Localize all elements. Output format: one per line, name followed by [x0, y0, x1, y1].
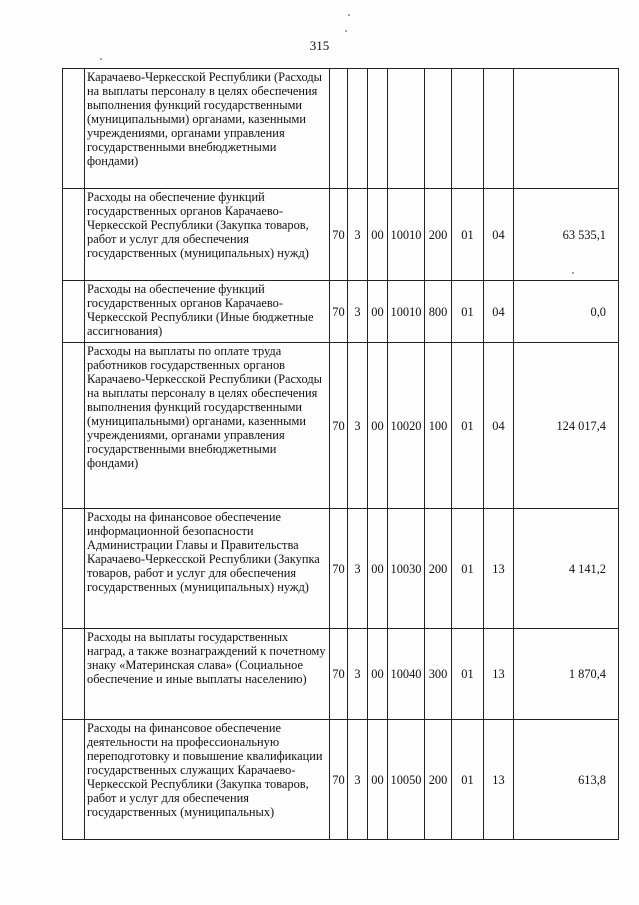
code-cell: 00 [368, 189, 388, 281]
amount-cell: 124 017,4 [514, 343, 619, 509]
code-cell: 3 [348, 343, 368, 509]
code-cell: 70 [330, 720, 348, 840]
blank-cell [63, 629, 85, 720]
code-cell [330, 69, 348, 189]
budget-table [62, 68, 619, 840]
expense-name-cell: Расходы на выплаты государственных наград, а также вознаграждений к почетному знаку «Материнская слава» (Социальное обеспечение и иные выплаты населению) [85, 629, 330, 720]
expense-name-cell: Расходы на финансовое обеспечение информационной безопасности Администрации Главы и Правительства Карачаево-Черкесской Республики (Закупка товаров, работ и услуг для обеспечения государственных (муниципальных) нужд) [85, 509, 330, 629]
amount-cell: 4 141,2 [514, 509, 619, 629]
code-cell: 00 [368, 509, 388, 629]
code-cell [425, 69, 452, 189]
code-cell: 800 [425, 281, 452, 343]
code-cell: 70 [330, 509, 348, 629]
code-cell: 04 [484, 343, 514, 509]
blank-cell [63, 189, 85, 281]
code-cell: 3 [348, 281, 368, 343]
code-cell: 70 [330, 189, 348, 281]
page-number: 315 [309, 38, 330, 53]
code-cell: 3 [348, 629, 368, 720]
code-cell [452, 69, 484, 189]
code-cell: 13 [484, 720, 514, 840]
scan-speck [345, 30, 347, 32]
expense-name-cell: Расходы на обеспечение функций государственных органов Карачаево-Черкесской Республики (Иные бюджетные ассигнования) [85, 281, 330, 343]
code-cell: 300 [425, 629, 452, 720]
code-cell: 200 [425, 189, 452, 281]
code-cell: 01 [452, 343, 484, 509]
blank-cell [63, 720, 85, 840]
amount-cell: 0,0 [514, 281, 619, 343]
blank-cell [63, 509, 85, 629]
code-cell: 01 [452, 629, 484, 720]
table-row [63, 189, 619, 281]
code-cell: 00 [368, 720, 388, 840]
code-cell: 13 [484, 629, 514, 720]
code-cell: 10020 [388, 343, 425, 509]
table-row [63, 69, 619, 189]
code-cell: 10010 [388, 189, 425, 281]
code-cell: 70 [330, 629, 348, 720]
code-cell: 3 [348, 720, 368, 840]
code-cell: 04 [484, 189, 514, 281]
code-cell: 3 [348, 189, 368, 281]
amount-cell: 1 870,4 [514, 629, 619, 720]
code-cell [368, 69, 388, 189]
code-cell: 100 [425, 343, 452, 509]
expense-name-cell: Расходы на финансовое обеспечение деятельности на профессиональную переподготовку и повышение квалификации государственных служащих Карачаево-Черкесской Республики (Закупка товаров, работ и услуг для обеспечения государственных (муниципальных) [85, 720, 330, 840]
amount-cell [514, 69, 619, 189]
expense-name-cell: Карачаево-Черкесской Республики (Расходы на выплаты персоналу в целях обеспечения выполнения функций государственными (муниципальными) органами, казенными учреждениями, органами управления государственными внебюджетными фондами) [85, 69, 330, 189]
expense-name-cell: Расходы на выплаты по оплате труда работников государственных органов Карачаево-Черкесской Республики (Расходы на выплаты персоналу в целях обеспечения выполнения функций государственными (муниципальными) органами, казенными учреждениями, органами управления государственными внебюджетными фондами) [85, 343, 330, 509]
code-cell: 01 [452, 509, 484, 629]
code-cell: 3 [348, 509, 368, 629]
code-cell: 200 [425, 720, 452, 840]
table-row [63, 509, 619, 629]
code-cell: 200 [425, 509, 452, 629]
amount-cell: 63 535,1 [514, 189, 619, 281]
code-cell: 04 [484, 281, 514, 343]
table-row [63, 343, 619, 509]
code-cell: 70 [330, 281, 348, 343]
code-cell: 70 [330, 343, 348, 509]
expense-name-cell: Расходы на обеспечение функций государственных органов Карачаево-Черкесской Республики (Закупка товаров, работ и услуг для обеспечения государственных (муниципальных) нужд) [85, 189, 330, 281]
blank-cell [63, 69, 85, 189]
code-cell: 00 [368, 629, 388, 720]
scan-speck [348, 14, 350, 16]
code-cell [388, 69, 425, 189]
code-cell [348, 69, 368, 189]
blank-cell [63, 343, 85, 509]
code-cell: 10010 [388, 281, 425, 343]
table-row [63, 720, 619, 840]
amount-cell: 613,8 [514, 720, 619, 840]
table-row [63, 629, 619, 720]
code-cell: 00 [368, 281, 388, 343]
code-cell: 10030 [388, 509, 425, 629]
code-cell: 13 [484, 509, 514, 629]
code-cell [484, 69, 514, 189]
code-cell: 10050 [388, 720, 425, 840]
code-cell: 00 [368, 343, 388, 509]
scan-speck [100, 58, 102, 60]
table-row [63, 281, 619, 343]
code-cell: 01 [452, 189, 484, 281]
blank-cell [63, 281, 85, 343]
code-cell: 10040 [388, 629, 425, 720]
code-cell: 01 [452, 281, 484, 343]
code-cell: 01 [452, 720, 484, 840]
